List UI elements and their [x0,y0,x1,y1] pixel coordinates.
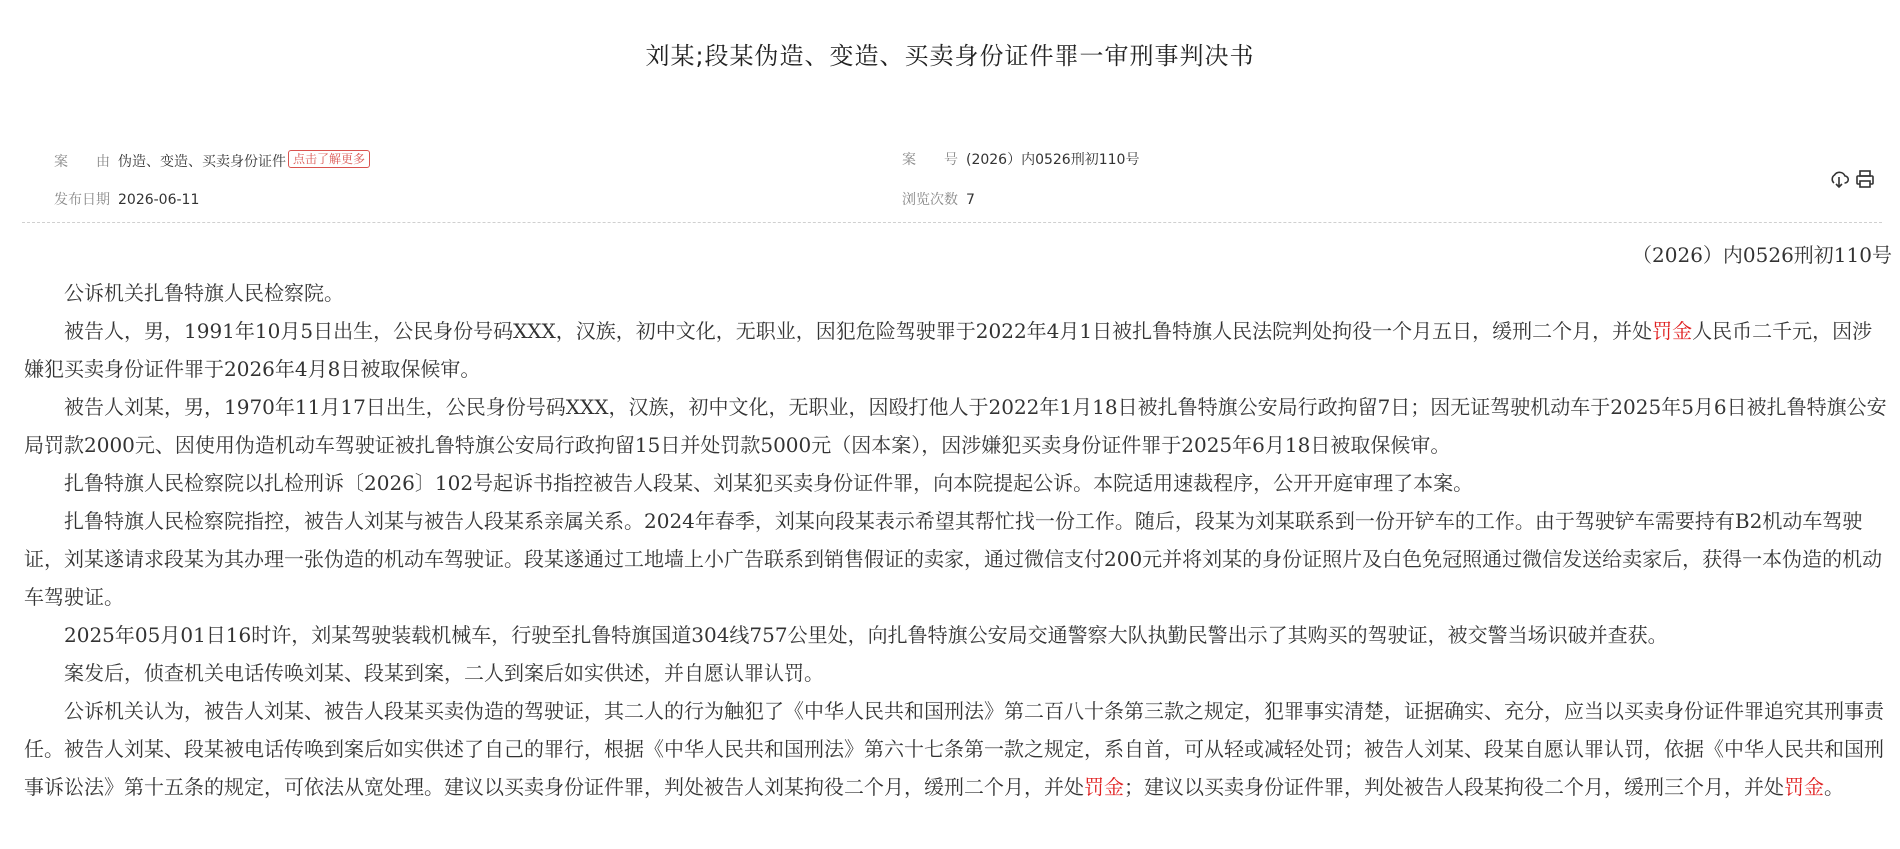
document-title: 刘某;段某伪造、变造、买卖身份证件罪一审刑事判决书 [645,42,1255,70]
print-icon[interactable] [1854,168,1876,190]
document-meta [22,148,1882,223]
learn-more-link[interactable]: 点击了解更多 [288,150,370,168]
paragraph-text: 被告人，男，1991年10月5日出生，公民身份号码XXX，汉族，初中文化，无职业，因犯危险驾驶罪于2022年4月1日被扎鲁特旗人民法院判处拘役一个月五日，缓刑二个月，并处 [64,319,1653,343]
paragraph-defendant-1 [24,312,1892,388]
views-row [902,190,975,210]
paragraph-defendant-liu: 被告人刘某，男，1970年11月17日出生，公民身份号码XXX，汉族，初中文化，无职业，因殴打他人于2022年1月18日被扎鲁特旗公安局行政拘留7日；因无证驾驶机动车于2025年5月6日被扎鲁特旗公安局罚款2000元、因使用伪造机动车驾驶证被扎鲁特旗公安局行政拘留15日并处罚款5000元（因本案），因涉嫌犯买卖身份证件罪于2025年6月18日被取保候审。 [24,395,1887,457]
case-number-heading: （2026）内0526刑初110号 [1632,243,1892,267]
cause-label: 案 由 [54,154,110,170]
views-value: 7 [966,192,975,208]
paragraph-text: 人民币二千元，因涉嫌犯买卖身份证件罪于2026年4月8日被取保候审。 [24,319,1873,381]
views-label: 浏览次数 [902,192,958,208]
fine-link[interactable]: 罚金 [1784,775,1824,799]
toolbar-icons [1828,168,1876,190]
case-number-value: (2026）内0526刑初110号 [966,152,1140,168]
fine-link[interactable]: 罚金 [1652,319,1693,343]
date-row [54,190,199,210]
paragraph-allegation: 扎鲁特旗人民检察院指控，被告人刘某与被告人段某系亲属关系。2024年春季，刘某向段某表示希望其帮忙找一份工作。随后，段某为刘某联系到一份开铲车的工作。由于驾驶铲车需要持有B2机动车驾驶证，刘某遂请求段某为其办理一张伪造的机动车驾驶证。段某遂通过工地墙上小广告联系到销售假证的卖家，通过微信支付200元并将刘某的身份证照片及白色免冠照通过微信发送给卖家后，获得一本伪造的机动车驾驶证。 [24,509,1883,609]
paragraph-indictment: 扎鲁特旗人民检察院以扎检刑诉〔2026〕102号起诉书指控被告人段某、刘某犯买卖身份证件罪，向本院提起公诉。本院适用速裁程序，公开开庭审理了本案。 [64,471,1474,495]
paragraph-text: 公诉机关认为，被告人刘某、被告人段某买卖伪造的驾驶证，其二人的行为触犯了《中华人民共和国刑法》第二百八十条第三款之规定，犯罪事实清楚，证据确实、充分，应当以买卖身份证件罪追究其刑事责任。被告人刘某、段某被电话传唤到案后如实供述了自己的罪行，根据《中华人民共和国刑法》第六十七条第一款之规定，系自首，可从轻或减轻处罚；被告人刘某、段某自愿认罪认罚，依据《中华人民共和国刑事诉讼法》第十五条的规定，可依法从宽处理。建议以买卖身份证件罪，判处被告人刘某拘役二个月，缓刑二个月，并处 [24,699,1884,799]
cause-value: 伪造、变造、买卖身份证件 [118,154,286,170]
paragraph-text: ；建议以买卖身份证件罪，判处被告人段某拘役二个月，缓刑三个月，并处 [1124,775,1784,799]
paragraph-arrest: 案发后，侦查机关电话传唤刘某、段某到案，二人到案后如实供述，并自愿认罪认罚。 [64,661,824,685]
download-icon[interactable] [1828,168,1850,190]
judgment-body [24,236,1892,806]
fine-link[interactable]: 罚金 [1084,775,1124,799]
cause-row [54,150,370,170]
publish-date-label: 发布日期 [54,192,110,208]
paragraph-prosecutor: 公诉机关扎鲁特旗人民检察院。 [64,281,344,305]
case-number-row [902,150,1139,170]
case-number-label: 案 号 [902,152,958,168]
paragraph-incident: 2025年05月01日16时许，刘某驾驶装载机械车，行驶至扎鲁特旗国道304线757公里处，向扎鲁特旗公安局交通警察大队执勤民警出示了其购买的驾驶证，被交警当场识破并查获。 [64,623,1668,647]
paragraph-text: 。 [1824,775,1844,799]
publish-date-value: 2026-06-11 [118,192,200,208]
paragraph-opinion [24,692,1892,806]
